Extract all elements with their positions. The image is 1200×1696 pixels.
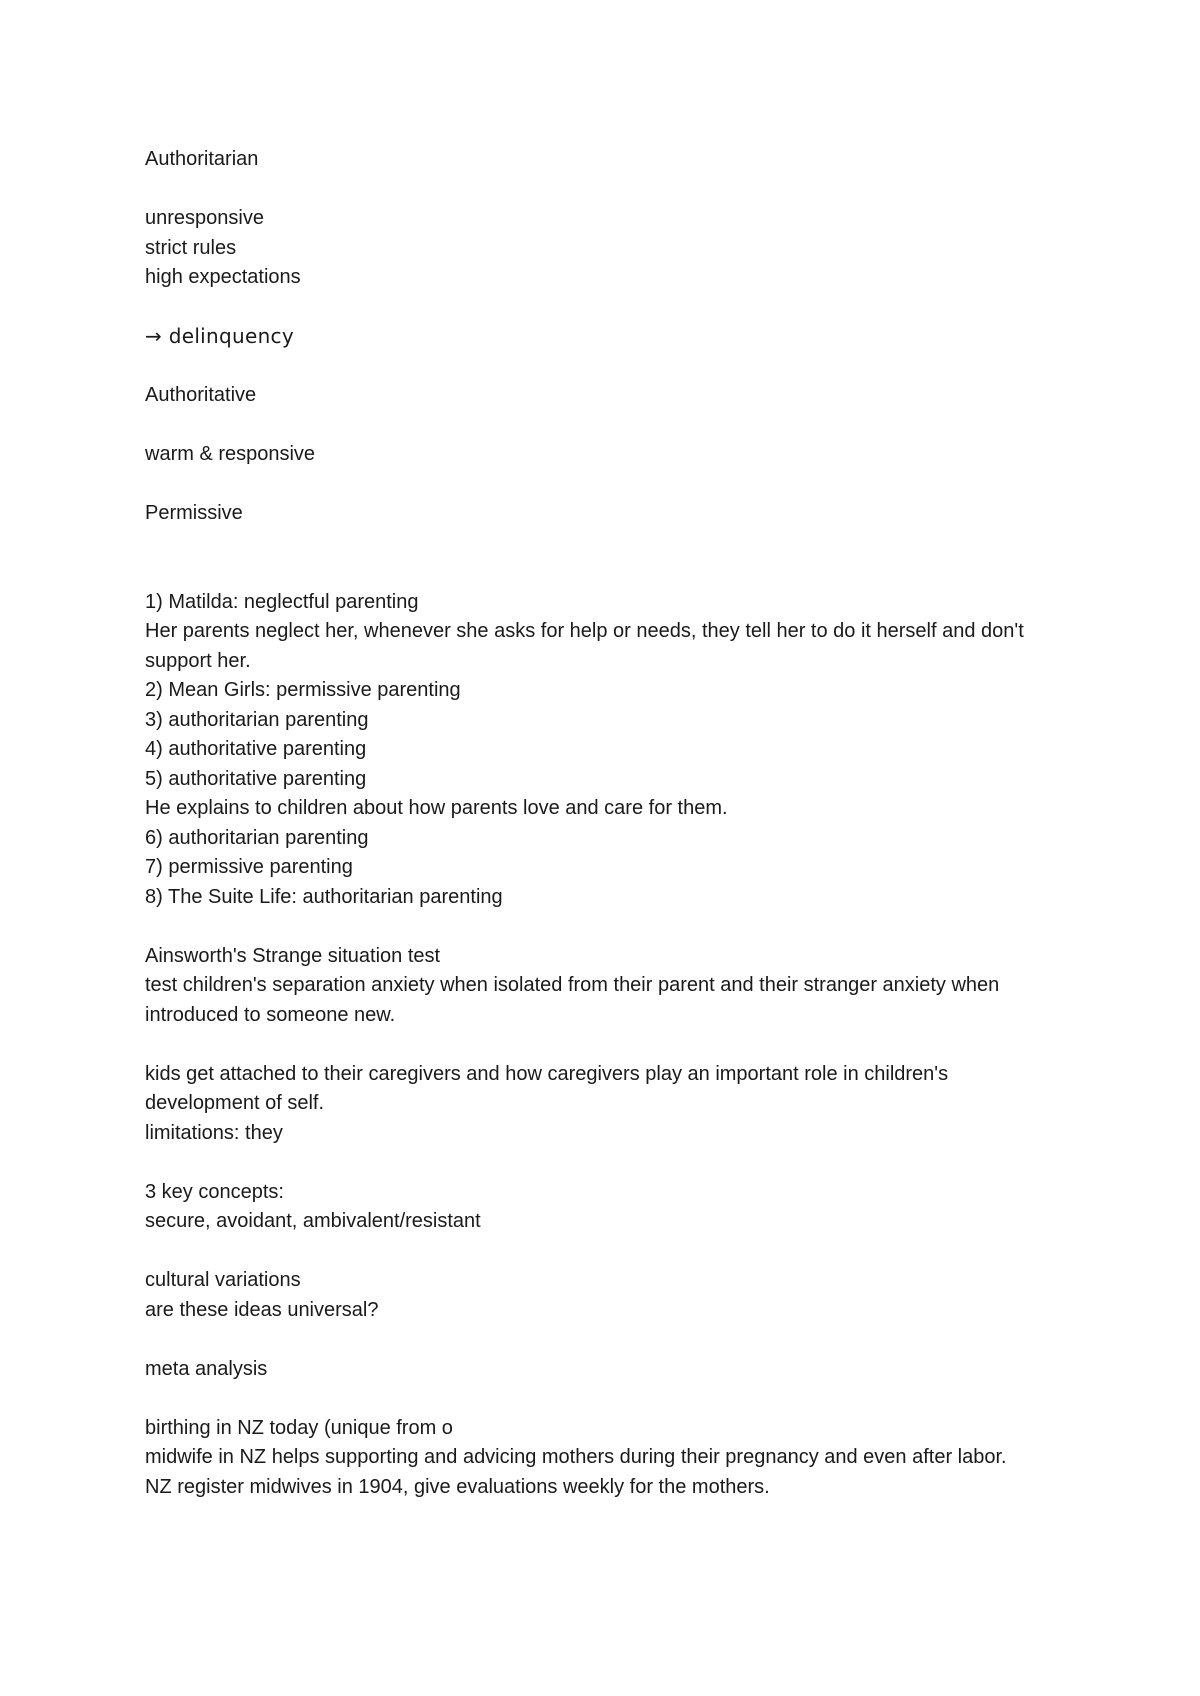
strange-situation-description: test children's separation anxiety when isolated from their parent and their stranger anxiety when introduced to someone new. <box>145 974 1005 1026</box>
attachment-note: kids get attached to their caregivers and how caregivers play an important role in children's development of self. <box>145 1062 954 1114</box>
blank-line <box>145 411 1065 441</box>
blank-line <box>145 1030 1065 1060</box>
example-item: 3) authoritarian parenting <box>145 708 369 731</box>
cultural-question: are these ideas universal? <box>145 1298 379 1321</box>
blank-line <box>145 1384 1065 1414</box>
example-note: He explains to children about how parents love and care for them. <box>145 797 728 819</box>
outcome-delinquency: → delinquency <box>145 324 294 348</box>
example-item: 5) authoritative parenting <box>145 767 367 790</box>
heading-authoritative: Authoritative <box>145 384 257 406</box>
blank-line <box>145 1148 1065 1178</box>
heading-key-concepts: 3 key concepts: <box>145 1180 284 1203</box>
example-note: Her parents neglect her, whenever she asks for help or needs, they tell her to do it herself and don't support her. <box>145 620 1030 672</box>
blank-line <box>145 175 1065 205</box>
blank-line <box>145 912 1065 942</box>
heading-meta-analysis: meta analysis <box>145 1357 268 1380</box>
trait-warm-responsive: warm & responsive <box>145 443 316 465</box>
example-item: 8) The Suite Life: authoritarian parenting <box>145 885 503 908</box>
key-concepts-list: secure, avoidant, ambivalent/resistant <box>145 1210 481 1232</box>
midwife-note: midwife in NZ helps supporting and advicing mothers during their pregnancy and even after labor. <box>145 1446 1007 1468</box>
trait-unresponsive: unresponsive <box>145 207 264 229</box>
example-item: 6) authoritarian parenting <box>145 826 369 849</box>
heading-strange-situation: Ainsworth's Strange situation test <box>145 944 441 967</box>
heading-cultural-variations: cultural variations <box>145 1269 301 1291</box>
heading-authoritarian: Authoritarian <box>145 148 259 170</box>
trait-strict-rules: strict rules <box>145 236 237 259</box>
limitations-note: limitations: they <box>145 1121 283 1144</box>
blank-line <box>145 470 1065 500</box>
document-body <box>145 145 1065 1502</box>
blank-line <box>145 1325 1065 1355</box>
example-item: 2) Mean Girls: permissive parenting <box>145 679 461 701</box>
heading-birthing-nz: birthing in NZ today (unique from o <box>145 1416 453 1439</box>
register-note: NZ register midwives in 1904, give evaluations weekly for the mothers. <box>145 1475 770 1498</box>
example-item: 1) Matilda: neglectful parenting <box>145 590 419 613</box>
blank-line <box>145 352 1065 382</box>
blank-line <box>145 1237 1065 1267</box>
trait-high-expectations: high expectations <box>145 266 301 288</box>
example-item: 7) permissive parenting <box>145 856 353 878</box>
blank-lines <box>145 529 1065 588</box>
blank-line <box>145 293 1065 323</box>
example-item: 4) authoritative parenting <box>145 738 367 760</box>
heading-permissive: Permissive <box>145 502 243 524</box>
